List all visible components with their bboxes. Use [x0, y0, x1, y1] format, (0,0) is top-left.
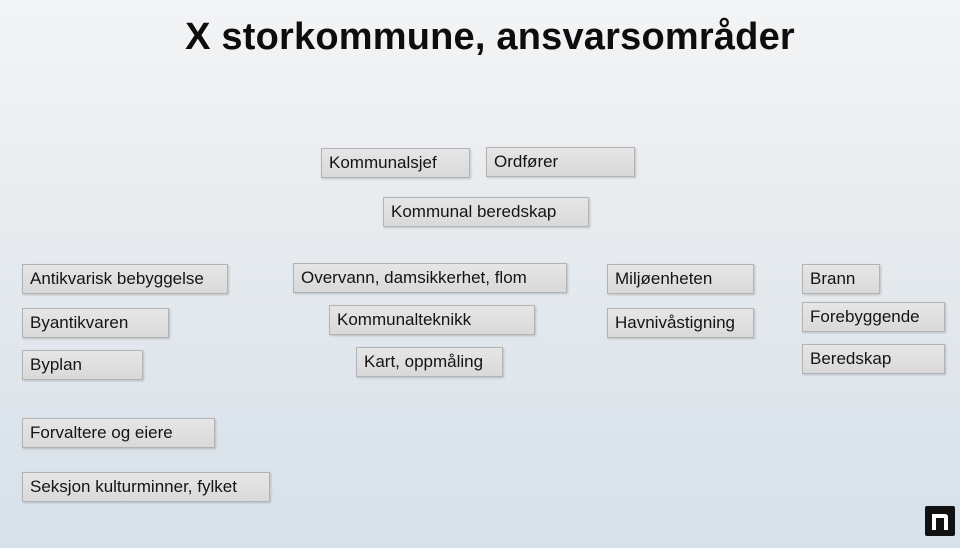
box-kommunal-beredskap: Kommunal beredskap — [383, 197, 589, 227]
box-byplan: Byplan — [22, 350, 143, 380]
box-beredskap: Beredskap — [802, 344, 945, 374]
box-seksjon-kulturminner: Seksjon kulturminner, fylket — [22, 472, 270, 502]
box-overvann: Overvann, damsikkerhet, flom — [293, 263, 567, 293]
box-forvaltere-og-eiere: Forvaltere og eiere — [22, 418, 215, 448]
page-title: X storkommune, ansvarsområder — [185, 16, 795, 58]
box-antikvarisk-bebyggelse: Antikvarisk bebyggelse — [22, 264, 228, 294]
box-kommunalsjef: Kommunalsjef — [321, 148, 470, 178]
n-logo-icon — [925, 506, 955, 536]
box-havnivastigning: Havnivåstigning — [607, 308, 754, 338]
box-kart-oppmaling: Kart, oppmåling — [356, 347, 503, 377]
box-forebyggende: Forebyggende — [802, 302, 945, 332]
box-ordforer: Ordfører — [486, 147, 635, 177]
box-byantikvaren: Byantikvaren — [22, 308, 169, 338]
box-kommunalteknikk: Kommunalteknikk — [329, 305, 535, 335]
box-miljoenheten: Miljøenheten — [607, 264, 754, 294]
box-brann: Brann — [802, 264, 880, 294]
